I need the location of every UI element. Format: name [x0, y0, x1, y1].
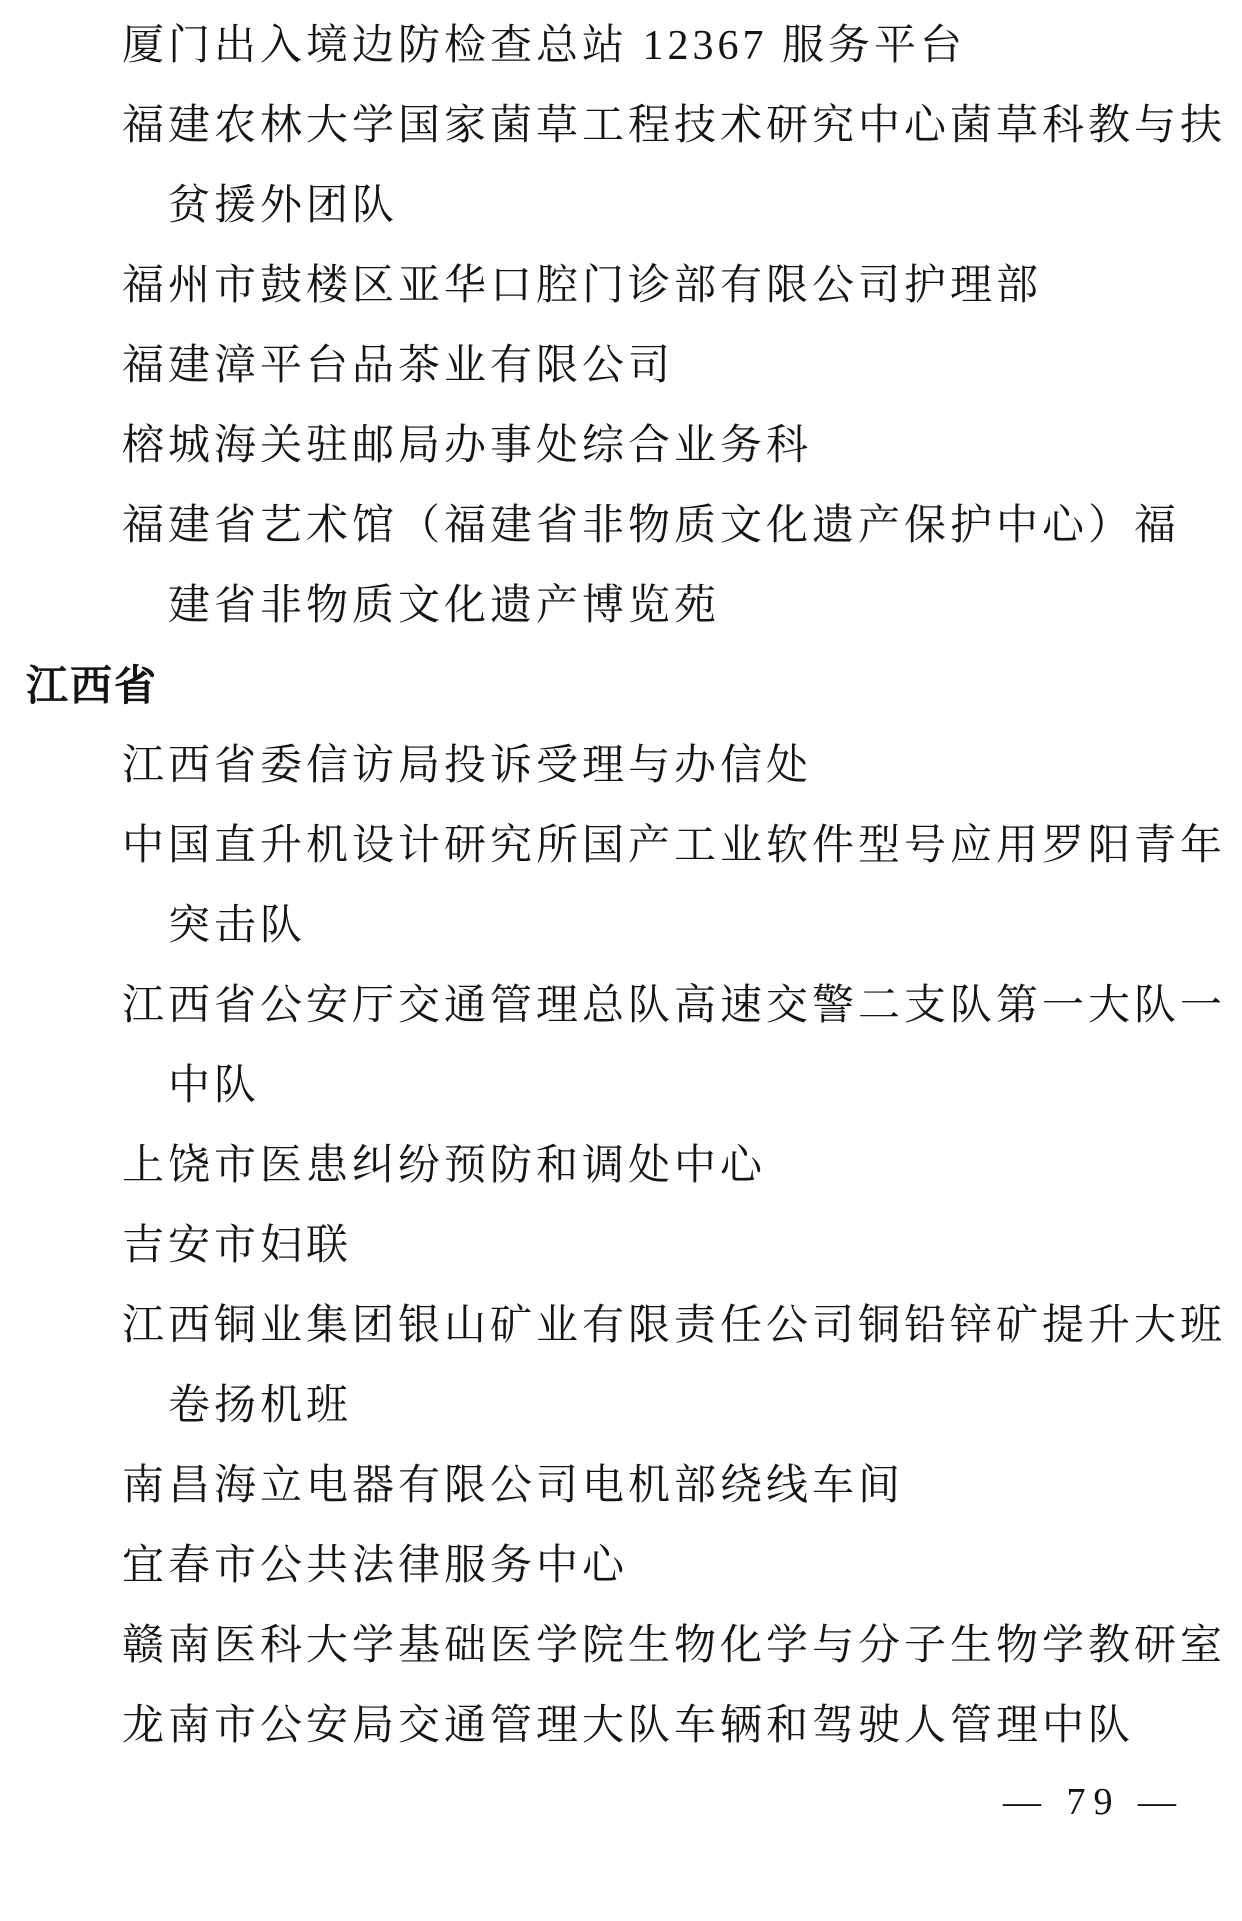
list-item: 福州市鼓楼区亚华口腔门诊部有限公司护理部 — [122, 263, 1043, 309]
list-item: 江西省委信访局投诉受理与办信处 — [122, 743, 813, 789]
list-item: 福建漳平台品茶业有限公司 — [122, 343, 675, 389]
list-item: 赣南医科大学基础医学院生物化学与分子生物学教研室 — [122, 1623, 1227, 1669]
list-item: 榕城海关驻邮局办事处综合业务科 — [122, 423, 813, 469]
section-header-jiangxi: 江西省 — [26, 662, 159, 709]
list-item-wrap: 贫援外团队 — [168, 183, 399, 229]
list-item: 江西铜业集团银山矿业有限责任公司铜铅锌矿提升大班 — [122, 1303, 1227, 1349]
list-item: 中国直升机设计研究所国产工业软件型号应用罗阳青年 — [122, 823, 1227, 869]
list-item: 龙南市公安局交通管理大队车辆和驾驶人管理中队 — [122, 1703, 1135, 1749]
list-item: 南昌海立电器有限公司电机部绕线车间 — [122, 1463, 905, 1509]
list-item-wrap: 卷扬机班 — [168, 1383, 353, 1429]
list-item: 上饶市医患纠纷预防和调处中心 — [122, 1143, 767, 1189]
list-item: 江西省公安厅交通管理总队高速交警二支队第一大队一 — [122, 983, 1227, 1029]
list-item: 吉安市妇联 — [122, 1223, 353, 1269]
list-item: 福建省艺术馆（福建省非物质文化遗产保护中心）福 — [122, 503, 1181, 549]
list-item: 厦门出入境边防检查总站 12367 服务平台 — [122, 23, 967, 69]
list-item: 福建农林大学国家菌草工程技术研究中心菌草科教与扶 — [122, 103, 1227, 149]
page-number: — 79 — — [1003, 1781, 1184, 1823]
list-item-wrap: 建省非物质文化遗产博览苑 — [168, 583, 721, 629]
list-item-wrap: 突击队 — [168, 903, 307, 949]
list-item-wrap: 中队 — [168, 1063, 261, 1109]
list-item: 宜春市公共法律服务中心 — [122, 1543, 629, 1589]
